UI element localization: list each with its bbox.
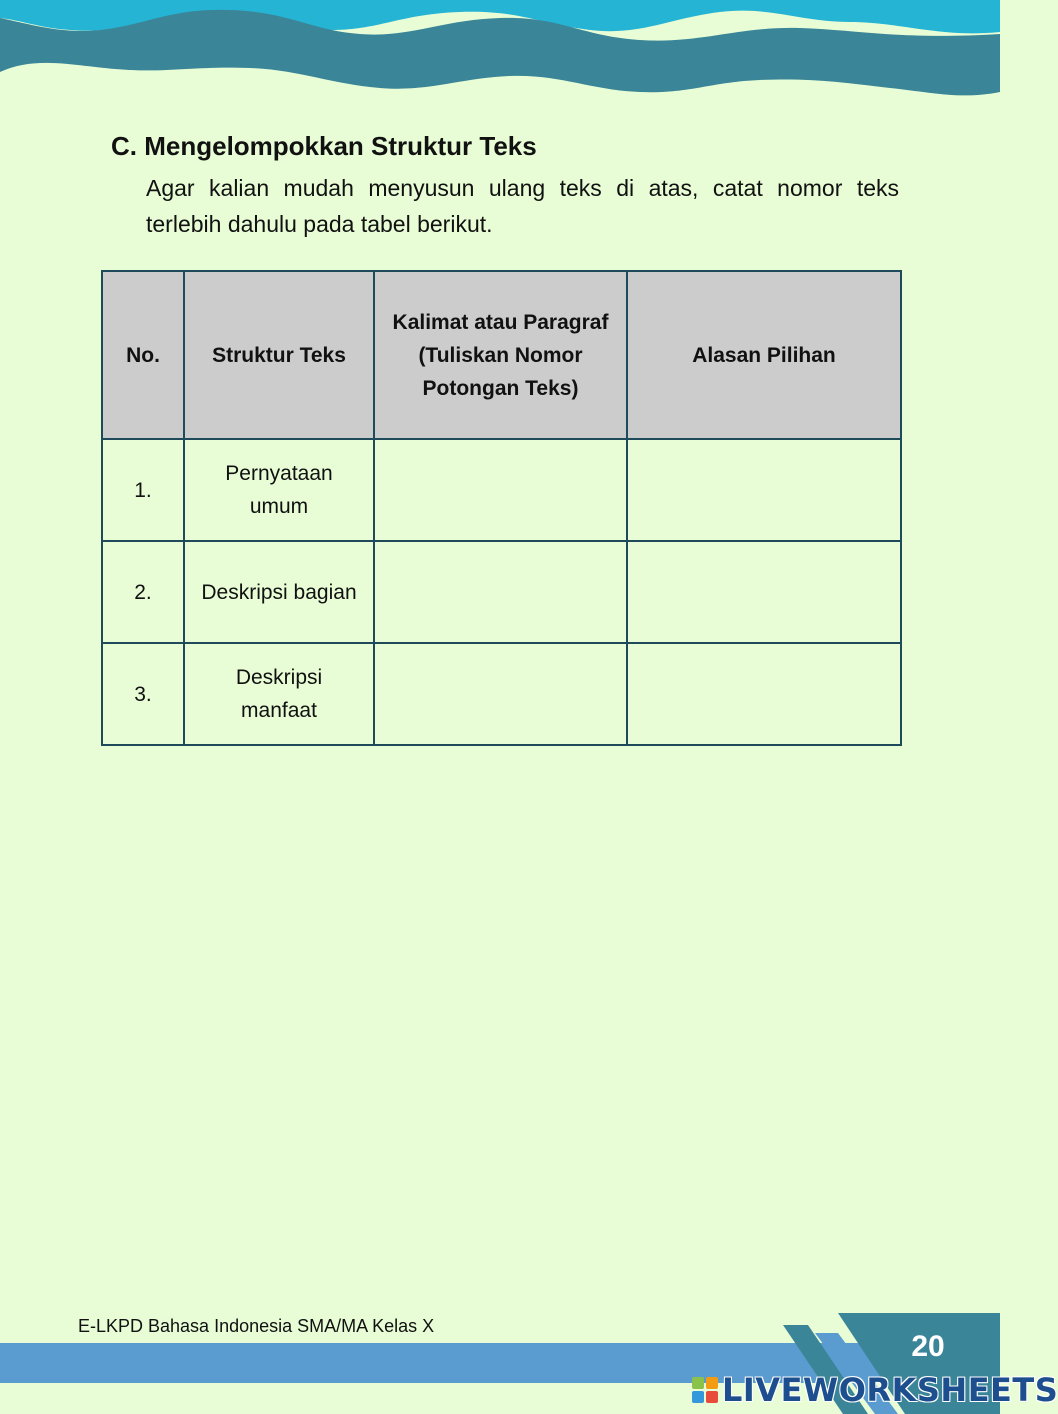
header-struktur-teks: Struktur Teks — [184, 271, 374, 439]
answer-cell-kalimat[interactable] — [374, 439, 627, 541]
answer-cell-alasan[interactable] — [627, 439, 901, 541]
row-struktur: Deskripsi manfaat — [184, 643, 374, 745]
row-number: 2. — [102, 541, 184, 643]
intro-paragraph: Agar kalian mudah menyusun ulang teks di atas, catat nomor teks terlebih dahulu pada tabel berikut. — [146, 175, 899, 237]
top-wave-decoration — [0, 0, 1000, 110]
table-header-row — [102, 271, 901, 439]
liveworksheets-watermark: LIVEWORKSHEETS — [722, 1371, 1058, 1409]
answer-cell-kalimat[interactable] — [374, 643, 627, 745]
table-row — [102, 439, 901, 541]
row-struktur: Pernyataan umum — [184, 439, 374, 541]
answer-cell-kalimat[interactable] — [374, 541, 627, 643]
row-number: 3. — [102, 643, 184, 745]
answer-cell-alasan[interactable] — [627, 643, 901, 745]
row-number: 1. — [102, 439, 184, 541]
structure-table — [101, 270, 902, 746]
footer-book-title: E-LKPD Bahasa Indonesia SMA/MA Kelas X — [78, 1316, 435, 1336]
section-title: C. Mengelompokkan Struktur Teks — [111, 131, 537, 161]
row-struktur: Deskripsi bagian — [184, 541, 374, 643]
table-row — [102, 643, 901, 745]
table-row — [102, 541, 901, 643]
header-no: No. — [102, 271, 184, 439]
header-kalimat-paragraf: Kalimat atau Paragraf (Tuliskan Nomor Potongan Teks) — [374, 271, 627, 439]
liveworksheets-logo-icon — [692, 1377, 718, 1403]
liveworksheets-logo — [692, 1372, 1058, 1408]
page-number: 20 — [911, 1330, 945, 1363]
header-alasan-pilihan: Alasan Pilihan — [627, 271, 901, 439]
wave-dark-layer — [0, 10, 1000, 96]
answer-cell-alasan[interactable] — [627, 541, 901, 643]
